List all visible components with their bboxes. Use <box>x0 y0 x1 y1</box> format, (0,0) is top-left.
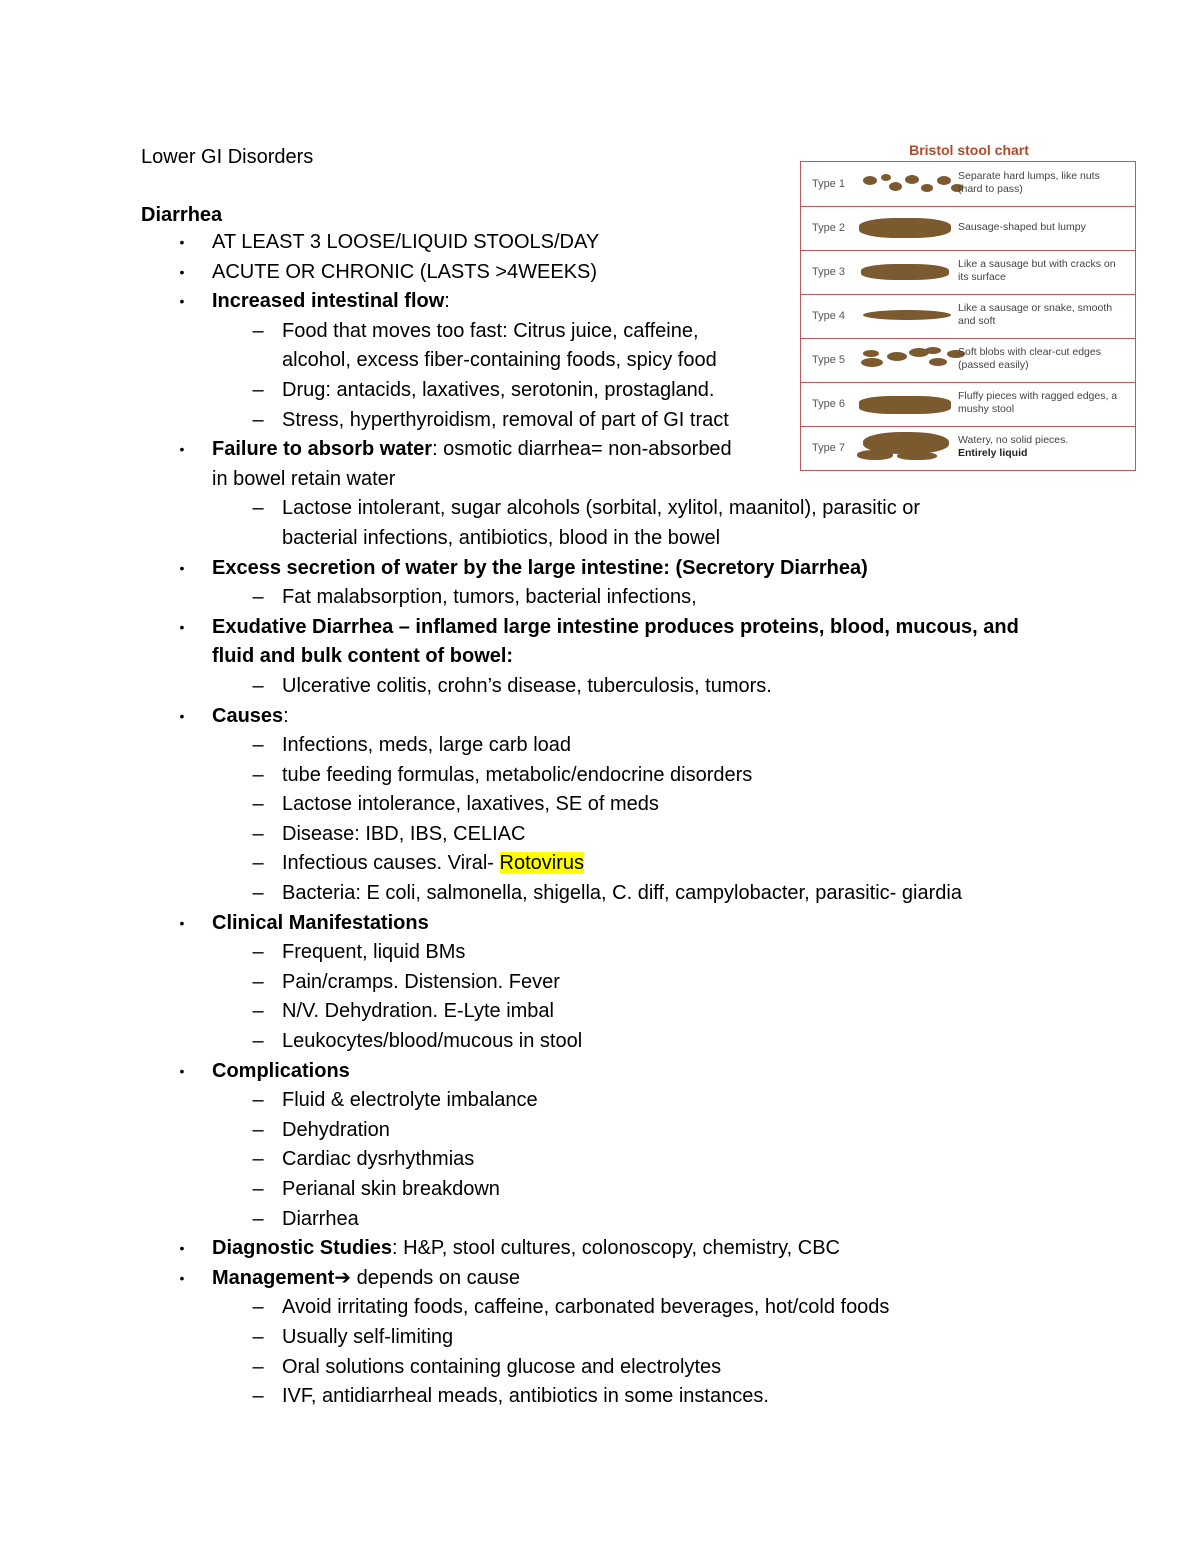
sub-bullet-line <box>0 1116 1200 1146</box>
text-run: Diagnostic Studies <box>212 1237 393 1260</box>
line-text <box>282 1205 359 1235</box>
chart-row-type: Type 6 <box>812 398 846 410</box>
description-line: Fluffy pieces with ragged edges, a <box>958 390 1118 402</box>
bullet-line <box>0 1057 1200 1087</box>
line-text <box>282 494 920 524</box>
sub-bullet-line <box>0 761 1200 791</box>
sub-bullet-line <box>0 1027 1200 1057</box>
dash-marker: – <box>252 408 264 431</box>
sub-bullet-line <box>0 1205 1200 1235</box>
line-text <box>282 406 729 436</box>
description-line: Entirely liquid <box>958 447 1028 459</box>
chart-row-description <box>958 302 1134 328</box>
line-text <box>282 1293 889 1323</box>
stool-shape-icon <box>859 396 951 414</box>
sub-bullet-line <box>0 1175 1200 1205</box>
text-run: Fat malabsorption, tumors, bacterial infections, <box>282 586 697 609</box>
chart-row-description <box>958 221 1134 234</box>
bullet-marker: • <box>179 559 185 576</box>
text-run: in bowel retain water <box>212 467 396 490</box>
sub-bullet-line <box>0 820 1200 850</box>
line-text <box>282 997 554 1027</box>
sub-bullet-line <box>0 790 1200 820</box>
dash-marker: – <box>252 1355 264 1378</box>
text-run: Diarrhea <box>282 1207 359 1230</box>
sub-bullet-line <box>0 1382 1200 1412</box>
sub-bullet-line <box>0 524 1200 554</box>
bullet-line <box>0 554 1200 584</box>
dash-marker: – <box>252 1089 264 1112</box>
stool-shape-icon <box>859 218 951 238</box>
dash-marker: – <box>252 1325 264 1348</box>
line-text <box>212 642 513 672</box>
text-run: IVF, antidiarrheal meads, antibiotics in some instances. <box>282 1385 769 1408</box>
line-text <box>282 820 525 850</box>
text-run: Lactose intolerance, laxatives, SE of meds <box>282 793 659 816</box>
chart-row-type: Type 7 <box>812 442 846 454</box>
text-run: Fluid & electrolyte imbalance <box>282 1089 538 1112</box>
bullet-marker: • <box>179 1062 185 1079</box>
stool-shape-icon <box>857 450 893 460</box>
dash-marker: – <box>252 378 264 401</box>
sub-bullet-line <box>0 731 1200 761</box>
chart-row-description <box>958 390 1134 416</box>
line-text <box>282 1382 769 1412</box>
text-run: Complications <box>212 1059 350 1082</box>
text-run: Excess secretion of water by the large intestine: (Secretory Diarrhea) <box>212 556 868 579</box>
stool-shape-icon <box>889 182 902 191</box>
bullet-marker: • <box>179 293 185 310</box>
text-run: fluid and bulk content of bowel: <box>212 645 514 668</box>
description-line: (hard to pass) <box>958 183 1023 195</box>
description-line: Soft blobs with clear-cut edges <box>958 346 1101 358</box>
sub-bullet-line <box>0 1086 1200 1116</box>
dash-marker: – <box>252 674 264 697</box>
description-line: Separate hard lumps, like nuts <box>958 170 1100 182</box>
text-run: Disease: IBD, IBS, CELIAC <box>282 822 526 845</box>
sub-bullet-line <box>0 938 1200 968</box>
bullet-marker: • <box>179 263 185 280</box>
line-text <box>282 938 465 968</box>
description-line: its surface <box>958 271 1006 283</box>
bullet-marker: • <box>179 441 185 458</box>
text-run: Clinical Manifestations <box>212 911 429 934</box>
stool-shape-icon <box>905 175 919 184</box>
document-title: Lower GI Disorders <box>141 146 314 168</box>
sub-bullet-line <box>0 879 1200 909</box>
line-text <box>212 702 289 732</box>
line-text <box>212 465 395 495</box>
line-text <box>212 1234 840 1264</box>
dash-marker: – <box>252 319 264 342</box>
stool-shape-icon <box>887 352 907 361</box>
chart-row-type: Type 4 <box>812 310 846 322</box>
chart-row-type: Type 3 <box>812 266 846 278</box>
line-text <box>212 228 599 258</box>
text-run: Dehydration <box>282 1118 390 1141</box>
text-run: AT LEAST 3 LOOSE/LIQUID STOOLS/DAY <box>212 231 600 253</box>
bullet-marker: • <box>179 234 185 250</box>
sub-bullet-line <box>0 583 1200 613</box>
chart-row <box>801 250 1135 295</box>
dash-marker: – <box>252 822 264 845</box>
line-text <box>282 1086 538 1116</box>
chart-row-description <box>958 434 1134 460</box>
line-text <box>212 435 732 465</box>
line-text <box>212 287 450 317</box>
text-run: Frequent, liquid BMs <box>282 941 466 964</box>
dash-marker: – <box>252 941 264 964</box>
bullet-line <box>0 613 1200 643</box>
text-run: depends on cause <box>351 1266 521 1289</box>
bullet-line <box>0 642 1200 672</box>
sub-bullet-line <box>0 997 1200 1027</box>
line-text <box>282 1027 582 1057</box>
bullet-marker: • <box>179 707 185 724</box>
stool-shape-icon <box>937 176 951 185</box>
line-text <box>282 672 772 702</box>
text-run: Infectious causes. Viral- <box>282 852 500 875</box>
text-run: Leukocytes/blood/mucous in stool <box>282 1030 583 1053</box>
sub-bullet-line <box>0 1323 1200 1353</box>
text-run: Bacteria: E coli, salmonella, shigella, C. diff, campylobacter, parasitic- giardia <box>282 882 962 905</box>
chart-title: Bristol stool chart <box>909 142 1029 158</box>
bullet-marker: • <box>179 1240 185 1257</box>
stool-shape-icon <box>863 176 877 185</box>
dash-marker: – <box>252 1178 264 1200</box>
dash-marker: – <box>252 734 264 757</box>
chart-row <box>801 338 1135 383</box>
line-text <box>212 909 429 939</box>
chart-row <box>801 382 1135 427</box>
stool-shape-icon <box>897 452 937 460</box>
dash-marker: – <box>252 763 264 786</box>
line-text <box>282 346 717 376</box>
sub-bullet-line <box>0 494 1200 524</box>
line-text <box>282 524 720 554</box>
stool-shape-icon <box>861 358 883 367</box>
section-heading: Diarrhea <box>141 204 223 226</box>
line-text <box>282 376 714 406</box>
text-run: Exudative Diarrhea – inflamed large intestine produces proteins, blood, mucous, and <box>212 615 1019 638</box>
line-text <box>282 317 699 347</box>
stool-shape-icon <box>929 358 947 366</box>
text-run: Infections, meds, large carb load <box>282 734 572 757</box>
line-text <box>282 790 659 820</box>
text-run: : osmotic diarrhea= non-absorbed <box>432 438 732 461</box>
dash-marker: – <box>252 1296 264 1319</box>
description-line: Sausage-shaped but lumpy <box>958 221 1086 233</box>
line-text <box>282 761 752 791</box>
text-run: Food that moves too fast: Citrus juice, caffeine, <box>282 319 699 342</box>
dash-marker: – <box>252 1118 264 1141</box>
chart-row-type: Type 2 <box>812 222 846 234</box>
text-run: Perianal skin breakdown <box>282 1178 500 1200</box>
bullet-line <box>0 702 1200 732</box>
chart-row-type: Type 1 <box>812 178 846 190</box>
chart-table <box>800 161 1136 471</box>
text-run: Increased intestinal flow <box>212 290 445 313</box>
dash-marker: – <box>252 1030 264 1053</box>
chart-row <box>801 162 1135 207</box>
text-run: Causes <box>212 704 284 727</box>
sub-bullet-line <box>0 1353 1200 1383</box>
text-run: Ulcerative colitis, crohn’s disease, tuberculosis, tumors. <box>282 674 772 697</box>
bullet-marker: • <box>179 1269 185 1286</box>
dash-marker: – <box>252 586 264 609</box>
bullet-line <box>0 1264 1200 1294</box>
text-run: N/V. Dehydration. E-Lyte imbal <box>282 1000 554 1023</box>
line-text <box>282 1175 500 1205</box>
sub-bullet-line <box>0 849 1200 879</box>
chart-row <box>801 294 1135 339</box>
bullet-line <box>0 909 1200 939</box>
sub-bullet-line <box>0 1293 1200 1323</box>
text-run: Avoid irritating foods, caffeine, carbonated beverages, hot/cold foods <box>282 1296 890 1319</box>
text-run: : <box>444 290 450 313</box>
description-line: mushy stool <box>958 403 1015 415</box>
line-text <box>282 1116 390 1146</box>
description-line: (passed easily) <box>958 359 1029 371</box>
line-text <box>212 1057 350 1087</box>
chart-row-type: Type 5 <box>812 354 846 366</box>
line-text <box>282 731 571 761</box>
text-run: ACUTE OR CHRONIC (LASTS >4WEEKS) <box>212 260 598 283</box>
line-text <box>282 1353 721 1383</box>
bullet-marker: • <box>179 618 185 635</box>
line-text <box>212 554 868 584</box>
dash-marker: – <box>252 852 264 875</box>
text-run: Pain/cramps. Distension. Fever <box>282 970 560 993</box>
stool-shape-icon <box>925 347 941 354</box>
line-text <box>282 1145 474 1175</box>
description-line: and soft <box>958 315 996 327</box>
description-line: Like a sausage but with cracks on <box>958 258 1116 270</box>
line-text <box>282 1323 453 1353</box>
stool-shape-icon <box>863 310 951 320</box>
stool-shape-icon <box>921 184 933 192</box>
text-run: Stress, hyperthyroidism, removal of part of GI tract <box>282 408 729 431</box>
dash-marker: – <box>252 1207 264 1230</box>
chart-row-description <box>958 346 1134 372</box>
sub-bullet-line <box>0 672 1200 702</box>
text-run: Lactose intolerant, sugar alcohols (sorbital, xylitol, maanitol), parasitic or <box>282 497 921 520</box>
chart-row <box>801 426 1135 470</box>
text-run: Oral solutions containing glucose and electrolytes <box>282 1355 722 1378</box>
stool-shape-icon <box>881 174 891 181</box>
line-text <box>282 583 697 613</box>
dash-marker: – <box>252 882 264 905</box>
text-run: Management <box>212 1266 335 1289</box>
dash-marker: – <box>252 970 264 993</box>
chart-row <box>801 206 1135 251</box>
text-run: ➔ <box>334 1266 352 1289</box>
sub-bullet-line <box>0 968 1200 998</box>
text-run: : <box>283 704 289 727</box>
dash-marker: – <box>252 1148 264 1171</box>
line-text <box>212 258 597 288</box>
text-run: : H&P, stool cultures, colonoscopy, chemistry, CBC <box>392 1237 840 1260</box>
description-line: Like a sausage or snake, smooth <box>958 302 1113 314</box>
dash-marker: – <box>252 793 264 816</box>
text-run: Cardiac dysrhythmias <box>282 1148 475 1171</box>
dash-marker: – <box>252 1385 264 1408</box>
line-text <box>212 613 1019 643</box>
dash-marker: – <box>252 497 264 520</box>
line-text <box>282 968 560 998</box>
sub-bullet-line <box>0 1145 1200 1175</box>
line-text <box>282 849 584 879</box>
stool-shape-icon <box>861 264 949 280</box>
text-run: Drug: antacids, laxatives, serotonin, prostagland. <box>282 378 715 401</box>
line-text <box>282 879 962 909</box>
text-run: tube feeding formulas, metabolic/endocrine disorders <box>282 763 753 786</box>
text-run: Usually self-limiting <box>282 1325 454 1348</box>
bristol-stool-chart <box>800 138 1138 474</box>
description-line: Watery, no solid pieces. <box>958 434 1069 446</box>
text-run: Failure to absorb water <box>212 438 433 461</box>
line-text <box>212 1264 520 1294</box>
stool-shape-icon <box>863 350 879 357</box>
chart-row-description <box>958 258 1134 284</box>
bullet-marker: • <box>179 914 185 931</box>
highlighted-text: Rotovirus <box>499 852 584 875</box>
dash-marker: – <box>252 1000 264 1023</box>
chart-row-description <box>958 170 1134 196</box>
text-run: bacterial infections, antibiotics, blood in the bowel <box>282 526 721 549</box>
bullet-line <box>0 1234 1200 1264</box>
text-run: alcohol, excess fiber-containing foods, spicy food <box>282 349 717 372</box>
